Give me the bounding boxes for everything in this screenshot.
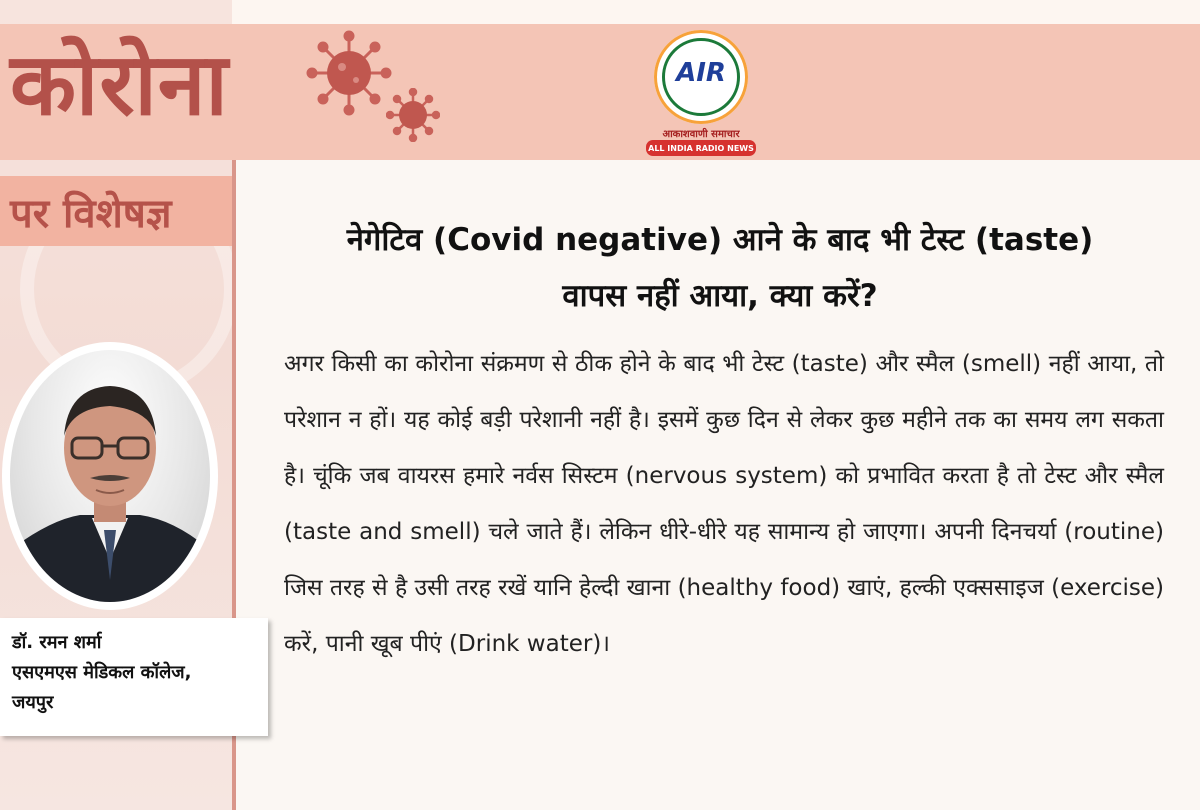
section-subtitle: पर विशेषज्ञ xyxy=(0,176,232,246)
all-india-radio-logo xyxy=(642,28,760,158)
headline-line-1: नेगेटिव (Covid negative) आने के बाद भी टेस्ट (taste) xyxy=(346,222,1094,258)
virus-icon-small xyxy=(386,88,440,142)
air-emblem-text: AIR xyxy=(676,58,726,88)
expert-affiliation: एसएमएस मेडिकल कॉलेज, xyxy=(12,662,192,683)
air-emblem xyxy=(654,30,748,124)
headline-line-2: वापस नहीं आया, क्या करें? xyxy=(562,278,878,314)
expert-photo xyxy=(10,350,210,602)
virus-icon xyxy=(306,30,392,116)
page-title: कोरोना xyxy=(10,35,229,135)
logo-hindi-label: आकाशवाणी समाचार xyxy=(662,129,740,140)
logo-english-label: ALL INDIA RADIO NEWS xyxy=(646,140,756,156)
article-body: अगर किसी का कोरोना संक्रमण से ठीक होने के बाद भी टेस्ट (taste) और स्मैल (smell) नहीं आया, तो परेशान न हों। यह कोई बड़ी परेशानी नहीं है। इसमें कुछ दिन से लेकर कुछ महीने तक का समय लग सकता है। चूंकि जब वायरस हमारे नर्वस सिस्टम (nervous system) को प्रभावित करता है तो टेस्ट और स्मैल (taste and smell) चले जाते हैं। लेकिन धीरे-धीरे यह सामान्य हो जाएगा। अपनी दिनचर्या (routine) जिस तरह से है उसी तरह रखें यानि हेल्दी खाना (healthy food) खाएं, हल्की एक्ससाइज (exercise) करें, पानी खूब पीएं (Drink water)। xyxy=(284,351,1164,657)
article-headline xyxy=(270,212,1170,324)
expert-photo-frame xyxy=(2,342,218,610)
expert-name: डॉ. रमन शर्मा xyxy=(12,632,102,653)
expert-city: जयपुर xyxy=(12,692,54,713)
expert-caption xyxy=(0,618,268,736)
